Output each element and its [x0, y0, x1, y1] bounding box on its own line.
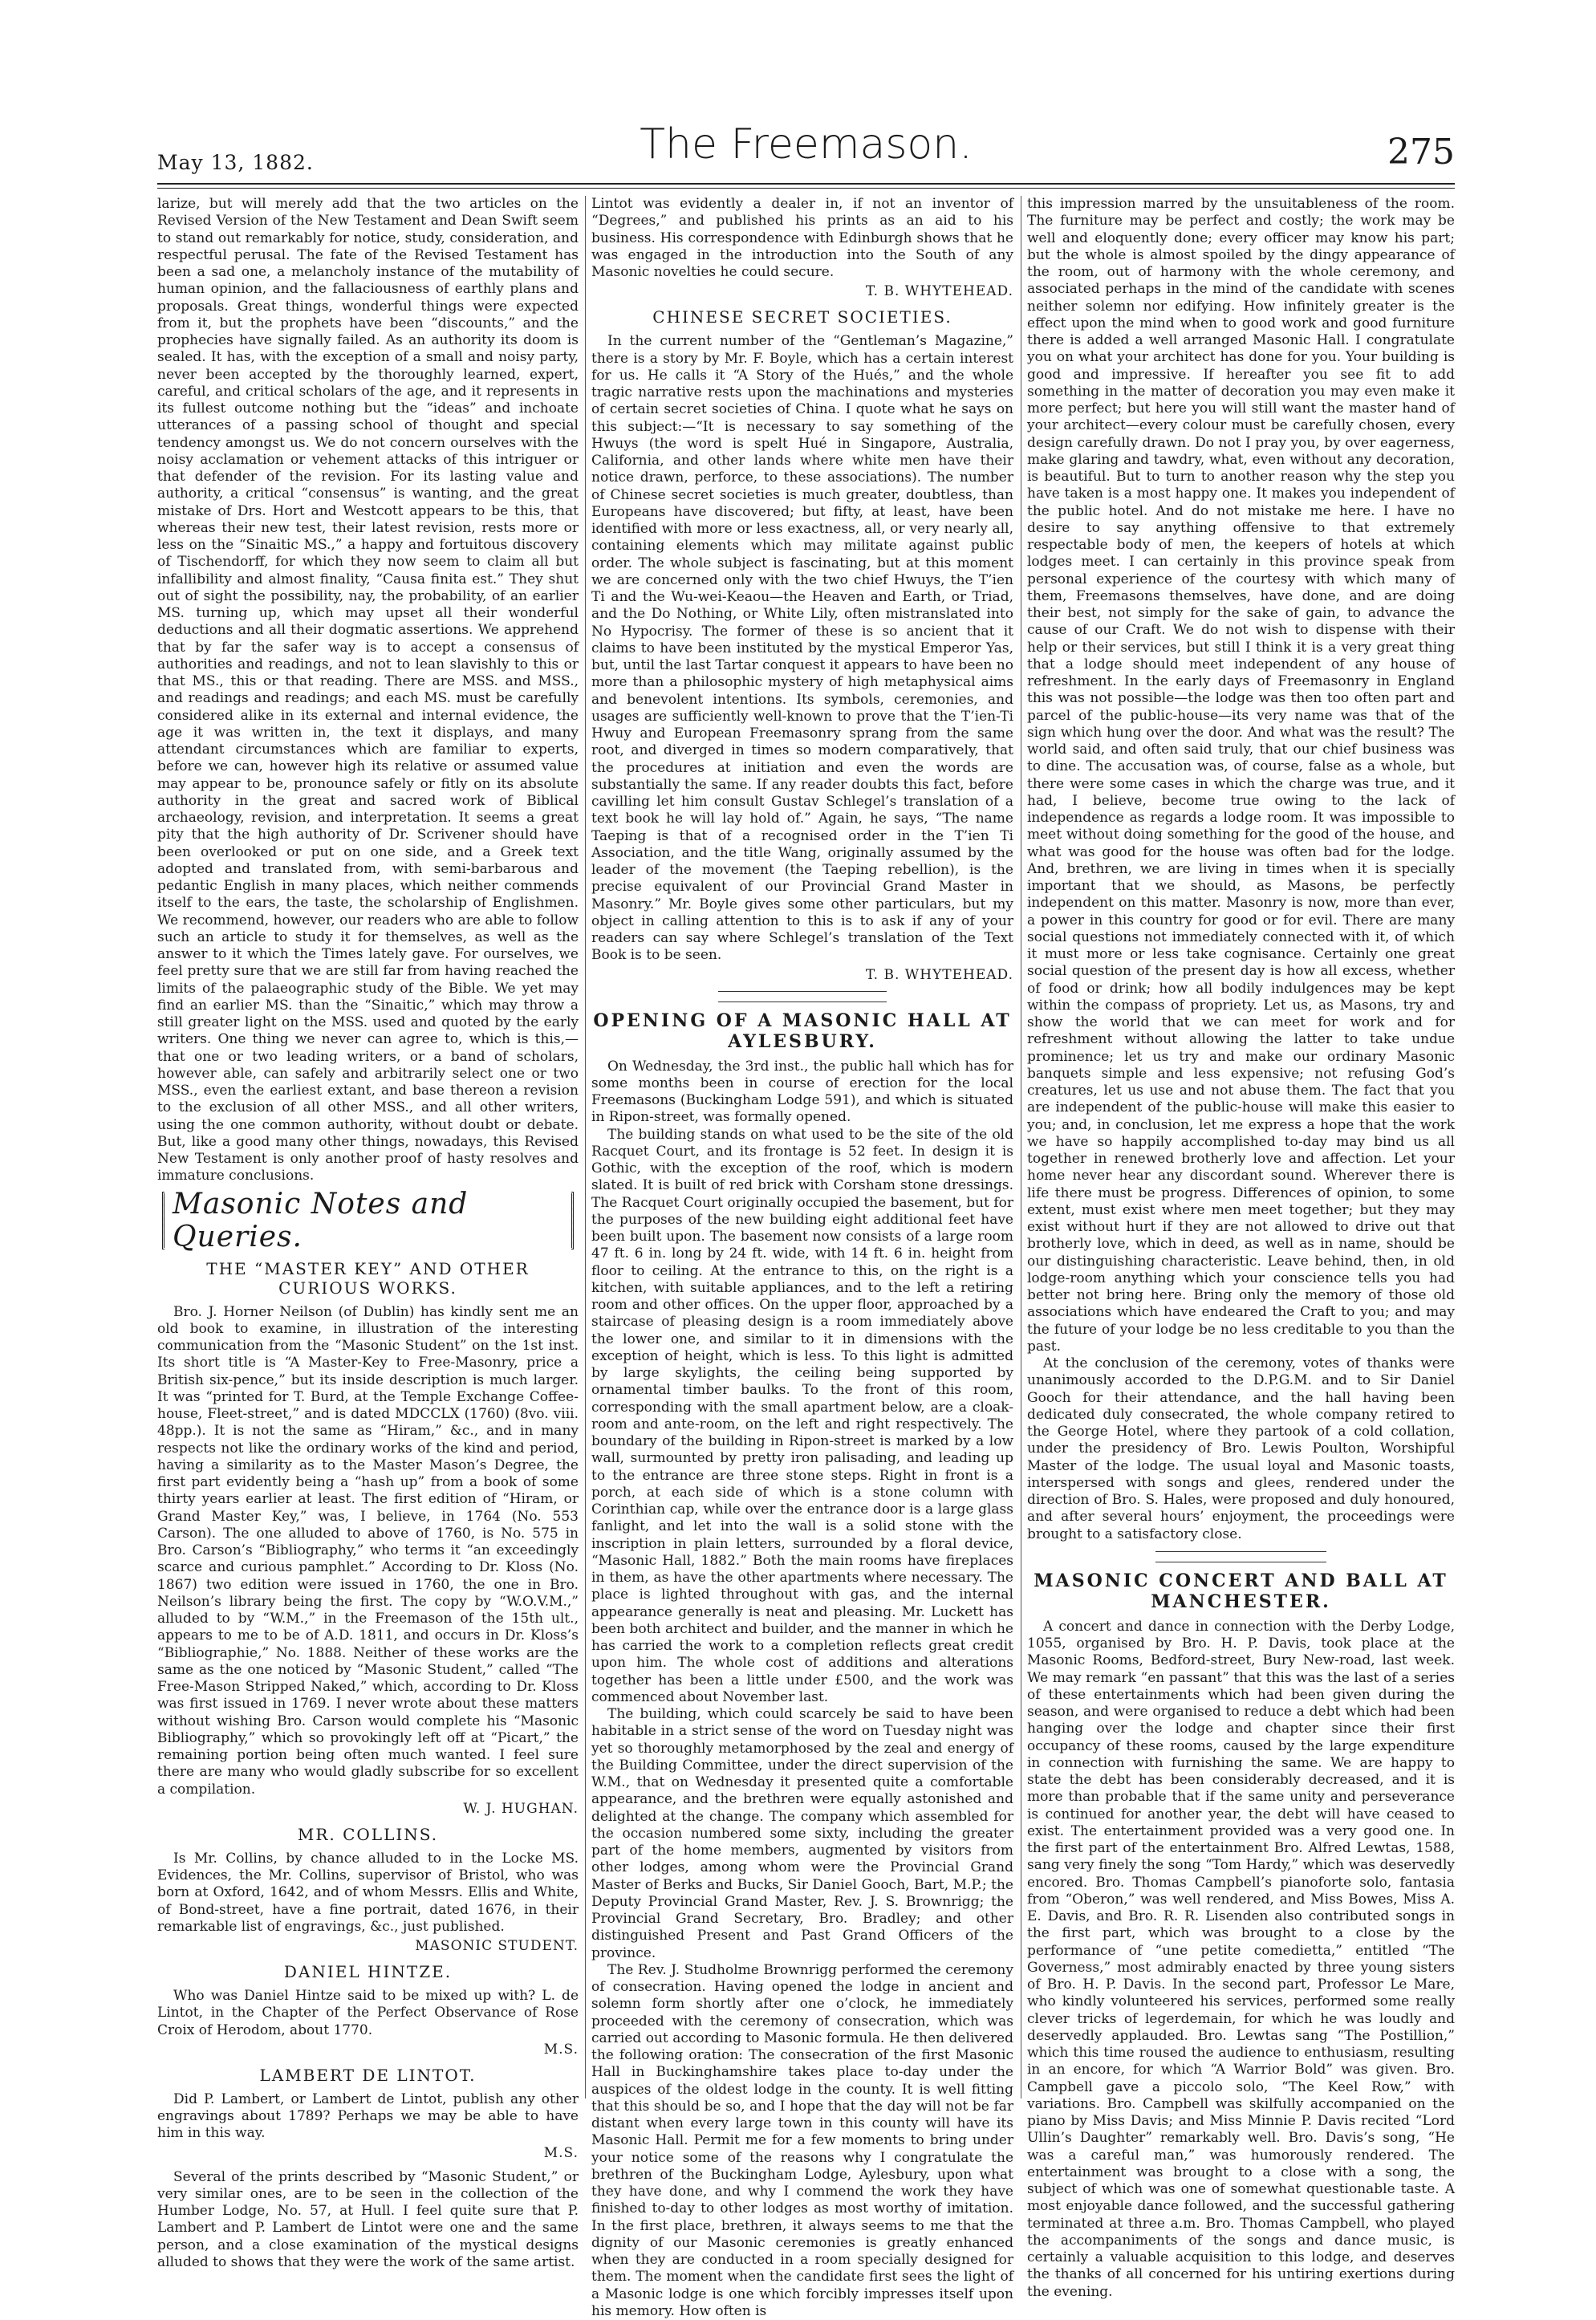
- heading-collins: MR. COLLINS.: [297, 1824, 439, 1844]
- signature-ms-2: M.S.: [543, 2144, 579, 2161]
- article-manchester-concert: A concert and dance in connection with the Derby Lodge, 1055, organised by Bro. H. P. Davis, took place at the Masonic Rooms, Bedford-street, Bury New-road, last week. We may remark “en passant” that this was the last of a series of these entertainments which had been given during the season, and were organised to reduce a debt which had been hanging over the lodge and chapter since their first occupancy of these rooms, caused by the large expenditure in connection with furnishing the same. We are happy to state the debt has been considerably decreased, and it is more than probable that if the same unity and perseverance is continued for another year, the debt will have ceased to exist. The entertainment provided was a very good one. In the first part of the entertainment Bro. Alfred Lewtas, 1588, sang very finely the song “Tom Hardy,” which was deservedly encored. Bro. Thomas Campbell’s pianoforte solo, fantasia from “Oberon,” was well rendered, and Miss Bowes, Miss A. E. Davis, and Bro. R. R. Lisenden also contributed songs in the first part, which was brought to a close by the performance of “une petite comedietta,” entitled “The Governess,” most admirably enacted by three young sisters of Bro. H. P. Davis. In the second part, Professor Le Mare, who kindly volunteered his services, performed some really clever tricks of legerdemain, for which he was loudly and deservedly applauded. Bro. Lewtas sang “The Postillion,” which this time roused the audience to enthusiasm, resulting in an encore, for which “A Warrior Bold” was given. Bro. Campbell gave a piccolo solo, “The Keel Row,” with variations. Bro. Campbell was skilfully accompanied on the piano by Miss Davis; and Miss Minnie P. Davis recited “Lord Ullin’s Daughter” remarkably well. Bro. Davis’s song, “He was a careful man,” was humorously rendered. The entertainment was brought to a close with a song, the subject of which was one of somewhat questionable taste. A most enjoyable dance followed, and the successful gathering terminated at three a.m. Bro. Thomas Campbell, who played the accompaniments of the songs and dance music, is certainly a valuable acquisition to this lodge, and deserves the thanks of all concerned for his untiring exertions during the evening.: [1027, 1618, 1455, 2300]
- heading-manchester-concert: MASONIC CONCERT AND BALL AT MANCHESTER.: [1034, 1570, 1448, 1612]
- aylesbury-paragraph-3: The building, which could scarcely be said to have been habitable in a strict sense of the word on Tuesday night was yet so thoroughly metamorphosed by the zeal and energy of the Building Committee, under the direct supervision of the W.M., that on Wednesday it presented quite a comfortable appearance, and the brethren were equally astonished and delighted at the change. The company which assembled for the occasion numbered some sixty, including the greater part of the home members, augmented by visitors from other lodges, among whom were the Provincial Grand Master of Berks and Bucks, Sir Daniel Gooch, Bart, M.P.; the Deputy Provincial Grand Master, Rev. J. S. Brownrigg; the Provincial Grand Secretary, Bro. Bradley; and other distinguished Present and Past Grand Officers of the province.: [591, 1706, 1013, 1961]
- signature-whytehead-2: T. B. WHYTEHEAD.: [865, 966, 1013, 983]
- notes-and-queries-banner: [162, 1187, 574, 1253]
- signature-ms-1: M.S.: [543, 2041, 579, 2058]
- heading-master-key: THE “MASTER KEY” AND OTHER CURIOUS WORKS.: [206, 1258, 530, 1298]
- section-rule: [1155, 1551, 1326, 1562]
- column-3: [1027, 196, 1455, 2300]
- review-paragraph: larize, but will merely add that the two articles on the Revised Version of the New Testament and Dean Swift seem to stand out remarkably for notice, study, consideration, and respectful perusal. The fate of the Revised Testament has been a sad one, a melancholy instance of the mutability of human opinion, and the fallaciousness of earthly plans and proposals. Great things, wonderful things were expected from it, but the prophets have been “discounts,” and the prophecies have signally failed. As an authority its doom is sealed. It has, with the exception of a small and noisy party, never been accepted by the thoroughly learned, expert, careful, and critical scholars of the age, and it represents in its fullest outcome nothing but the “ideas” and inchoate utterances of a passing school of thought and special tendency amongst us. We do not concern ourselves with the noisy acclamation or vehement attacks of this intriguer or that defender of the revision. For its lasting value and authority, a critical “consensus” is wanting, and the great mistake of Drs. Hort and Westcott appears to be this, that whereas their new test, their latest revision, rests more or less on the “Sinaitic MS.,” a happy and fortuitous discovery of Tischendorff, for which they now seem to claim all but infallibility and almost finality, “Causa finita est.” They shut out of sight the possibility, nay, the probability, of an earlier MS. turning up, which may upset all their wonderful deductions and all their dogmatic assertions. We apprehend that by far the safer way is to accept a consensus of authorities and readings, and not to lean slavishly to this or that MS., this or that reading. There are MSS. and MSS., and readings and readings; and each MS. must be carefully considered alike in its external and internal evidence, the age it was written in, the text it displays, and many attendant circumstances which are familiar to experts, before we can, however high its relative or assumed value may appear to be, pronounce safely or fitly on its absolute authority in the great and sacred work of Biblical archaeology, revision, and interpretation. It seems a great pity that the high authority of Dr. Scrivener should have been overlooked or put on one side, and a Greek text adopted and translated from, with semi-barbarous and pedantic English in many places, which neither commends itself to the ears, the taste, the scholarship of Englishmen. We recommend, however, our readers who are able to follow such an article to study it for themselves, as well as the answer to it which the Times lately gave. For ourselves, we feel pretty sure that we are still far from having reached the limits of the palaeographic study of the Bible. We yet may find an earlier MS. than the “Sinaitic,” which may throw a still greater light on the MSS. used and quoted by the early writers. One thing we never can agree to, which is this,—that one or two leading writers, or a band of scholars, however able, can safely and arbitrarily select one or two MSS., even the earliest extant, and base thereon a revision to the exclusion of all other MSS., and all other writers, using the one common authority, without doubt or debate. But, like a good many other things, nowadays, this Revised New Testament is only another proof of hasty resolves and immature conclusions.: [157, 196, 579, 1184]
- heading-chinese-societies: CHINESE SECRET SOCIETIES.: [652, 307, 952, 327]
- masthead-rule: [157, 183, 1455, 185]
- heading-aylesbury: OPENING OF A MASONIC HALL AT AYLESBURY.: [593, 1010, 1012, 1052]
- article-chinese-societies: In the current number of the “Gentleman’s Magazine,” there is a story by Mr. F. Boyle, which has a certain interest for us. He calls it “A Story of the Hués,” and the whole tragic narrative rests upon the machinations and mysteries of certain secret societies of China. I quote what he says on this subject:—“It is necessary to say something of the Hwuys (the word is spelt Hué in Singapore, Australia, California, and other lands where white men have their notice drawn, perforce, to these associations). The number of Chinese secret societies is much greater, doubtless, than Europeans have discovered; but fifty, at least, have been identified with more or less exactness, all, or very nearly all, containing elements which may militate against public order. The whole subject is fascinating, but at this moment we are concerned only with the two chief Hwuys, the T’ien Ti and the Wu-wei-Keaou—the Heaven and Earth, or Triad, and the Do Nothing, or White Lily, often mistranslated into No Hypocrisy. The former of these is so ancient that it claims to have been instituted by the mystical Emperor Yas, but, until the last Tartar conquest it appears to have been no more than a philosophic mystery of high metaphysical aims and benevolent intentions. Its symbols, ceremonies, and usages are sufficiently well-known to prove that the T’ien-Ti Hwuy and European Freemasonry sprang from the same root, and diverged in times so modern comparatively, that the procedures at initiation and even the words are substantially the same. If any reader doubts this fact, before cavilling let him consult Gustav Schlegel’s translation of a text book he will lay hold of.” Again, he says, “The name Taeping is that of a recognised order in the T’ien Ti Association, and the title Wang, originally assumed by the leader of the movement (the Taeping rebellion), is the precise equivalent of our Provincial Grand Master in Masonry.” Mr. Boyle gives some other particulars, but my object in calling attention to this is to ask if any of your readers can say where Schlegel’s translation of the Text Book is to be seen.: [591, 333, 1013, 964]
- banner-title: Masonic Notes and Queries.: [164, 1188, 571, 1253]
- article-collins: Is Mr. Collins, by chance alluded to in the Locke MS. Evidences, the Mr. Collins, supervisor of Bristol, who was born at Oxford, 1642, and of whom Messrs. Ellis and White, of Bond-street, have a fine portrait, dated 1676, in their remarkable list of engravings, &c., just published.: [157, 1850, 579, 1935]
- article-lintot-continued: Lintot was evidently a dealer in, if not an inventor of “Degrees,” and published his prints as an aid to his business. His correspondence with Edinburgh shows that he was engaged in the introduction into the South of any Masonic novelties he could secure.: [591, 196, 1013, 280]
- aylesbury-closing: At the conclusion of the ceremony, votes of thanks were unanimously accorded to the D.P.G.M. and to Sir Daniel Gooch for their attendance, and the hall having been dedicated duly consecrated, the whole company retired to the George Hotel, where they partook of a cold collation, under the presidency of Bro. Lewis Poulton, Worshipful Master of the lodge. The usual loyal and Masonic toasts, interspersed with songs and glees, rendered under the direction of Bro. S. Hales, were proposed and duly honoured, and after several hours’ enjoyment, the proceedings were brought to a satisfactory close.: [1027, 1355, 1455, 1542]
- section-rule: [718, 991, 887, 1002]
- column-2: [591, 196, 1013, 2319]
- article-master-key: Bro. J. Horner Neilson (of Dublin) has kindly sent me an old book to examine, in illustration of the interesting communication from the “Masonic Student” on the 1st inst. Its short title is “A Master-Key to Free-Masonry, price a British six-pence,” but its inside description is much larger. It was “printed for T. Burd, at the Temple Exchange Coffee-house, Fleet-street,” and is dated MDCCLX (1760) (8vo. viii. 48pp.). It is not the same as “Hiram,” &c., and in many respects not like the ordinary works of the kind and period, having a similarity as to the Master Mason’s Degree, the first part evidently being a “hash up” from a book of some thirty years earlier at least. The first edition of “Hiram, or Grand Master Key,” was, I believe, in 1764 (No. 553 Carson). The one alluded to above of 1760, is No. 575 in Bro. Carson’s “Bibliography,” who terms it “an exceedingly scarce and curious pamphlet.” According to Dr. Kloss (No. 1867) two edition were issued in 1760, the one in Bro. Neilson’s library being the first. The copy by “W.O.V.M.,” alluded to by “W.M.,” in the Freemason of the 15th ult., appears to me to be of A.D. 1811, and occurs in Dr. Kloss’s “Bibliographie,” No. 1888. Neither of these works are the same as the one noticed by “Masonic Student,” called “The Free-Mason Stripped Naked,” which, according to Dr. Kloss was first issued in 1769. I never wrote about these matters without wishing Bro. Carson would complete his “Masonic Bibliography,” which so provokingly left off at “Picart,” the remaining portion being often much wanted. I feel sure there are many who would gladly subscribe for so excellent a compilation.: [157, 1303, 579, 1798]
- aylesbury-paragraph-2: The building stands on what used to be the site of the old Racquet Court, and its frontage is 52 feet. In design it is Gothic, with the exception of the roof, which is modern slated. It is built of red brick with Corsham stone dressings. The Racquet Court originally occupied the basement, but for the purposes of the new building eight additional feet have been built upon. The basement now consists of a large room 47 ft. 6 in. long by 24 ft. wide, with 14 ft. 6 in. height from floor to ceiling. At the entrance to this, on the right is a kitchen, with suitable appliances, and to the left a retiring room and other offices. On the upper floor, approached by a staircase of pleasing design is a room immediately above the lower one, and similar to it in dimensions with the exception of height, which is less. To this light is admitted by large skylights, the ceiling being supported by ornamental timber baulks. To the front of this room, corresponding with the small apartment below, are a cloak-room and ante-room, on the left and right respectively. The boundary of the building in Ripon-street is marked by a low wall, surmounted by pretty iron palisading, and leading up to the entrance are three stone steps. Right in front is a porch, at each side of which is a stone column with Corinthian cap, while over the entrance door is a large glass fanlight, and let into the wall is a solid stone with the inscription in plain letters, surrounded by a floral device, “Masonic Hall, 1882.” Both the main rooms have fireplaces in them, as have the other apartments where necessary. The place is lighted throughout with gas, and the internal appearance generally is neat and pleasing. Mr. Luckett has been both architect and builder, and the manner in which he has carried the work to a completion reflects great credit upon him. The whole cost of additions and alterations together has been a little under £500, and the work was commenced about November last.: [591, 1126, 1013, 1705]
- signature-student: MASONIC STUDENT.: [415, 1938, 579, 1954]
- aylesbury-paragraph-1: On Wednesday, the 3rd inst., the public hall which has for some months been in course of erection for the local Freemasons (Buckingham Lodge 591), and which is situated in Ripon-street, was formally opened.: [591, 1058, 1013, 1126]
- oration-continued: this impression marred by the unsuitableness of the room. The furniture may be perfect and costly; the work may be well and eloquently done; every officer may know his part; but the whole is almost spoiled by the dingy appearance of the room, out of harmony with the whole ceremony, and associated perhaps in the mind of the candidate with scenes neither solemn nor edifying. How infinitely greater is the effect upon the mind when to good work and good furniture there is added a well arranged Masonic Hall. I congratulate you on what your architect has done for you. Your building is good and impressive. If hereafter you see fit to add something in the matter of decoration you may even make it more perfect; but here you will still want the master hand of your architect—every colour must be carefully chosen, every design carefully drawn. Do not I pray you, by over eagerness, make glaring and tawdry, what, even without any decoration, is beautiful. But to turn to another reason why the step you have taken is a most happy one. It makes you independent of the public hotel. And do not mistake me here. I have no desire to say anything offensive to that extremely respectable body of men, the keepers of hotels at which lodges meet. I can certainly in this province speak from personal experience of the courtesy with which many of them, Freemasons themselves, have done, and are doing their best, not simply for the sake of gain, to advance the cause of our Craft. We do not wish to dispense with their help or their services, but still I think it is a very great thing that a lodge should meet independent of any house of refreshment. In the early days of Freemasonry in England this was not possible—the lodge was then too often part and parcel of the public-house—its very name was that of the sign which hung over the door. And what was the result? The world said, and often said truly, that our chief business was to dine. The accusation was, of course, false as a whole, but there were some cases in which the charge was true, and it had, I believe, become true owing to the lack of independence as regards a lodge room. It was impossible to meet without doing something for the good of the house, and what was good for the house was often bad for the lodge. And, brethren, we are living in times when it is specially important that we should, as Masons, be perfectly independent on this matter. Masonry is now, more than ever, a power in this country for good or for evil. There are many social questions not immediately connected with it, of which it must more or less take cognisance. Certainly one great social question of the present day is how all excess, whether of food or drink; how all bodily indulgences may be kept within the compass of propriety. Let us, as Masons, try and show the world that we can meet for work and for refreshment without allowing the latter to take undue prominence; let us try and make our ordinary Masonic banquets simple and less expensive; not refusing God’s creatures, let us use and not abuse them. The fact that you are independent of the public-house will make this easier to you; and, in conclusion, let me express a hope that the work we have so happily accomplished to-day may bind us all together in renewed brotherly love and affection. Let your home never hear any discordant sound. Wherever there is life there must be progress. Differences of opinion, to some extent, must exist where men meet together; but they may exist without hurt if they are not allowed to drive out that brotherly love, which in deed, as well as in name, should be our distinguishing characteristic. Leave behind, then, in old lodge-room anything which your conscience tells you had better not bring here. Bring only the memory of those old associations which have endeared the Craft to you; and may the future of your lodge be no less creditable to you than the past.: [1027, 196, 1455, 1355]
- newspaper-title: The Freemason.: [640, 120, 973, 169]
- page-number: 275: [1387, 132, 1455, 173]
- article-lintot: Did P. Lambert, or Lambert de Lintot, publish any other engravings about 1789? Perhaps we may be able to have him in this way.: [157, 2090, 579, 2142]
- article-prints: Several of the prints described by “Masonic Student,” or very similar ones, are to be seen in the collection of the Humber Lodge, No. 57, at Hull. I feel quite sure that P. Lambert and P. Lambert de Lintot were one and the same person, and a close examination of the mystical designs alluded to shows that they were the work of the same artist.: [157, 2168, 579, 2270]
- masthead: [157, 120, 1455, 193]
- heading-hintze: DANIEL HINTZE.: [283, 1962, 453, 1981]
- issue-date: May 13, 1882.: [157, 151, 314, 174]
- article-hintze: Who was Daniel Hintze said to be mixed up with? L. de Lintot, in the Chapter of the Perfect Observance of Rose Croix of Herodom, about 1770.: [157, 1988, 579, 2038]
- signature-hughan: W. J. HUGHAN.: [463, 1800, 579, 1817]
- masthead-rule-thin: [157, 188, 1455, 189]
- column-divider-1: [585, 196, 586, 2099]
- aylesbury-paragraph-4: The Rev. J. Studholme Brownrigg performed the ceremony of consecration. Having opened the lodge in ancient and solemn form shortly after one o’clock, he immediately proceeded with the ceremony of consecration, which was carried out according to Masonic formula. He then delivered the following oration: The consecration of the first Masonic Hall in Buckinghamshire takes place to-day under the auspices of the oldest lodge in the county. It is well fitting that this should be so, and I hope that the day will not be far distant when every large town in this county will have its Masonic Hall. Permit me for a few moments to bring under your notice some of the reasons why I congratulate the brethren of the Buckingham Lodge, Aylesbury, upon what they have done, and why I commend the work they have finished to-day to other lodges as most worthy of imitation. In the first place, brethren, it always seems to me that the dignity of our Masonic ceremonies is greatly enhanced when they are conducted in a room specially designed for them. The moment when the candidate first sees the light of a Masonic lodge is one which forcibly impresses itself upon his memory. How often is: [591, 1961, 1013, 2319]
- heading-lintot: LAMBERT DE LINTOT.: [259, 2065, 477, 2085]
- signature-whytehead-1: T. B. WHYTEHEAD.: [865, 283, 1013, 300]
- column-1: [157, 196, 579, 2270]
